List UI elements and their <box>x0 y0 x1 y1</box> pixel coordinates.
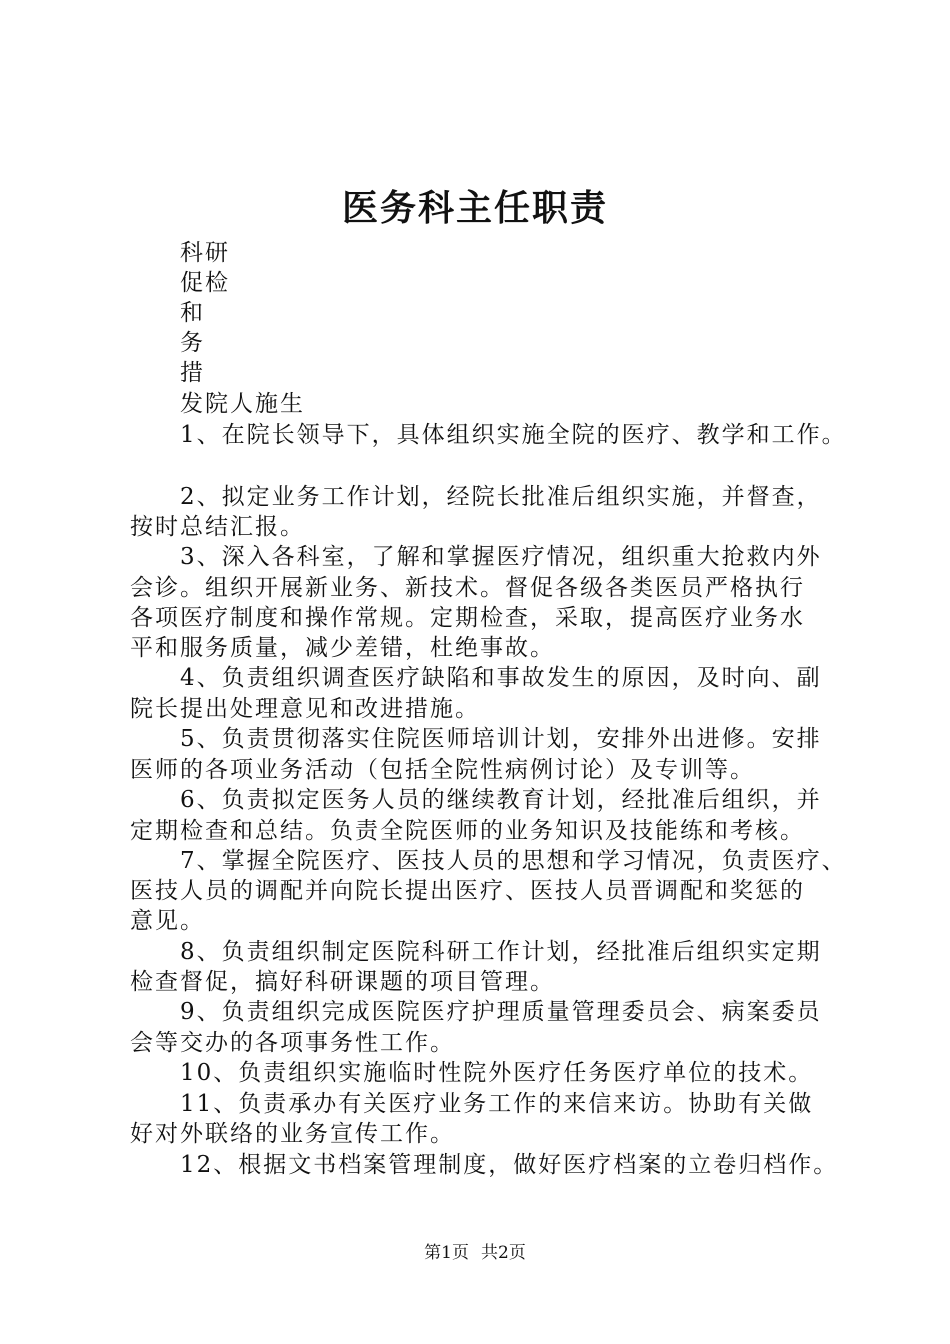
paragraph-9-line: 9、负责组织完成医院医疗护理质量管理委员会、病案委员 <box>180 999 822 1025</box>
paragraph-4-line: 4、负责组织调查医疗缺陷和事故发生的原因，及时向、副 <box>180 665 822 691</box>
fragment-line: 务 <box>180 330 205 356</box>
paragraph-7-line: 医技人员的调配并向院长提出医疗、医技人员晋调配和奖惩的 <box>130 878 805 904</box>
paragraph-7-line: 7、掌握全院医疗、医技人员的思想和学习情况，负责医疗、 <box>180 848 847 874</box>
paragraph-3-line: 会诊。组织开展新业务、新技术。督促各级各类医员严格执行 <box>130 575 805 601</box>
paragraph-10-line: 10、负责组织实施临时性院外医疗任务医疗单位的技术。 <box>180 1060 814 1086</box>
paragraph-1-line: 1、在院长领导下，具体组织实施全院的医疗、教学和工作。 <box>180 422 847 448</box>
paragraph-2-line: 按时总结汇报。 <box>130 514 305 540</box>
paragraph-3-line: 各项医疗制度和操作常规。定期检查，采取，提高医疗业务水 <box>130 605 805 631</box>
paragraph-5-line: 5、负责贯彻落实住院医师培训计划，安排外出进修。安排 <box>180 726 822 752</box>
paragraph-8-line: 检查督促，搞好科研课题的项目管理。 <box>130 969 555 995</box>
paragraph-6-line: 6、负责拟定医务人员的继续教育计划，经批准后组织，并 <box>180 787 822 813</box>
paragraph-11-line: 11、负责承办有关医疗业务工作的来信来访。协助有关做 <box>180 1091 814 1117</box>
paragraph-9-line: 会等交办的各项事务性工作。 <box>130 1030 455 1056</box>
paragraph-8-line: 8、负责组织制定医院科研工作计划，经批准后组织实定期 <box>180 939 822 965</box>
paragraph-7-line: 意见。 <box>130 908 205 934</box>
page-total: 共2页 <box>481 1243 526 1263</box>
paragraph-11-line: 好对外联络的业务宣传工作。 <box>130 1121 455 1147</box>
fragment-line: 科研 <box>180 240 230 266</box>
fragment-line: 发院人施生 <box>180 391 305 417</box>
paragraph-6-line: 定期检查和总结。负责全院医师的业务知识及技能练和考核。 <box>130 818 805 844</box>
paragraph-2-line: 2、拟定业务工作计划，经院长批准后组织实施，并督查， <box>180 484 822 510</box>
page-number: 第1页 <box>424 1243 469 1263</box>
paragraph-4-line: 院长提出处理意见和改进措施。 <box>130 696 480 722</box>
page-footer <box>0 1241 950 1265</box>
paragraph-5-line: 医师的各项业务活动（包括全院性病例讨论）及专训等。 <box>130 757 755 783</box>
paragraph-12-line: 12、根据文书档案管理制度，做好医疗档案的立卷归档作。 <box>180 1152 839 1178</box>
fragment-line: 和 <box>180 300 205 326</box>
document-title: 医务科主任职责 <box>341 187 608 229</box>
paragraph-3-line: 3、深入各科室，了解和掌握医疗情况，组织重大抢救内外 <box>180 544 822 570</box>
fragment-line: 措 <box>180 360 205 386</box>
fragment-line: 促检 <box>180 270 230 296</box>
paragraph-3-line: 平和服务质量，减少差错，杜绝事故。 <box>130 635 555 661</box>
